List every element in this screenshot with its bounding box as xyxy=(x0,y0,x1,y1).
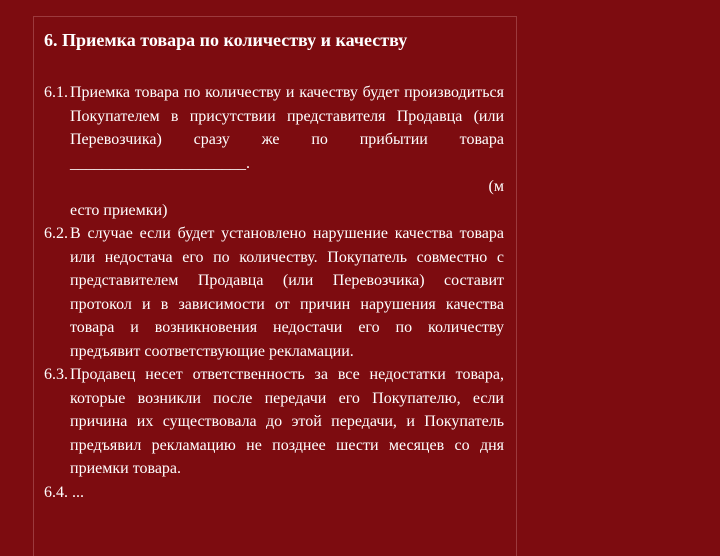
clause-number: 6.2. xyxy=(44,225,68,242)
clause-6-2 xyxy=(44,222,504,363)
clause-6-1-continuation: есто приемки) xyxy=(70,201,168,219)
clause-text: В случае если будет установлено нарушение качества товара или недостача его по количеству. Покупатель совместно с представителем Продавца (или Перевозчика) составит протокол и в зависимости от причин нарушения качества товара и возникновения недостачи его по количеству предъявит соответствующие рекламации. xyxy=(70,225,504,360)
clause-6-4-cut-off: 6.4. ... xyxy=(44,483,84,501)
clause-text: Приемка товара по количеству и качеству будет производиться Покупателем в присутствии представителя Продавца (или Перевозчика) сразу же по прибытии товара ______________________. xyxy=(70,84,504,172)
clause-number: 6.3. xyxy=(44,366,68,383)
clause-6-3 xyxy=(44,363,504,481)
text-box xyxy=(33,16,517,556)
clause-text: Продавец несет ответственность за все недостатки товара, которые возникли после передачи его Покупателю, если причина их существовала до этой передачи, и Покупатель предъявил рекламацию не позднее шести месяцев со дня приемки товара. xyxy=(70,366,504,477)
clause-number: 6.1. xyxy=(44,84,68,101)
section-heading: 6. Приемка товара по количеству и качеству xyxy=(44,30,408,50)
clause-6-1-right-fragment: (м xyxy=(488,178,504,195)
clause-6-1 xyxy=(44,81,504,175)
